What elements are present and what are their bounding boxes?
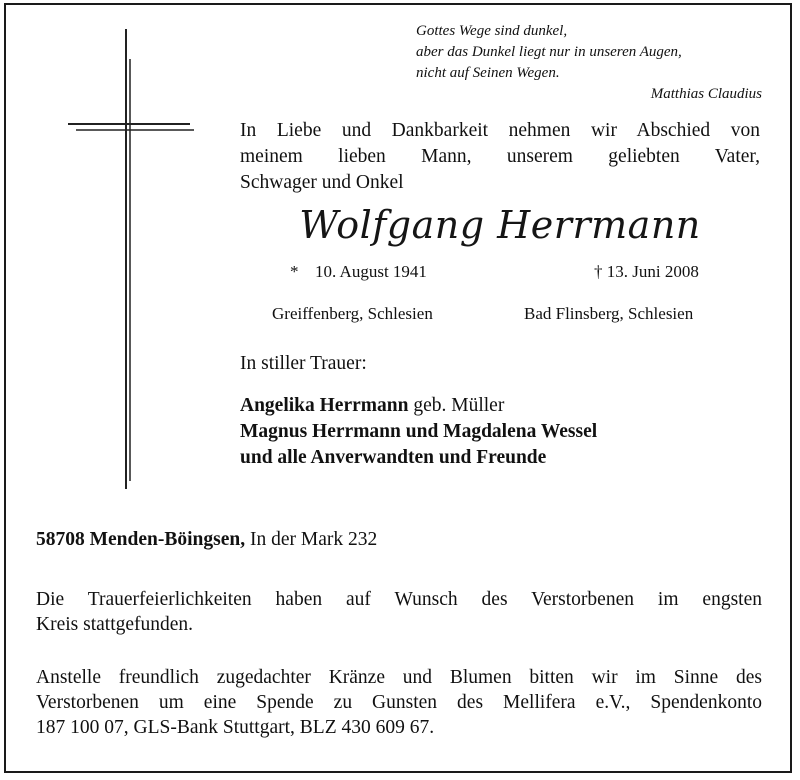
address-city: 58708 Menden-Böingsen,: [36, 529, 246, 550]
motto-line: Gottes Wege sind dunkel,: [416, 23, 568, 39]
death-symbol: †: [594, 262, 603, 281]
intro-line: Schwager und Onkel: [240, 172, 404, 193]
birth-date: 10. August 1941: [315, 262, 427, 281]
birth-date-line: [290, 261, 427, 283]
intro-line: In Liebe und Dankbarkeit nehmen wir Abschied von: [240, 120, 760, 141]
birth-place: Greiffenberg, Schlesien: [272, 304, 433, 323]
donation-notice-line: Verstorbenen um eine Spende zu Gunsten des Mellifera e.V., Spendenkonto: [36, 692, 762, 713]
motto-line: nicht auf Seinen Wegen.: [416, 65, 560, 81]
funeral-notice-line: Kreis stattgefunden.: [36, 614, 194, 635]
birth-symbol: *: [290, 262, 299, 281]
cross-icon: [66, 29, 196, 489]
mourner-line: [240, 445, 597, 471]
obituary-notice: [4, 3, 792, 773]
death-place: Bad Flinsberg, Schlesien: [524, 304, 694, 323]
mourner-maiden-name: geb. Müller: [408, 395, 505, 416]
mourning-heading: In stiller Trauer:: [240, 353, 367, 374]
mourner-others: und alle Anverwandten und Freunde: [240, 447, 547, 468]
address-street: In der Mark 232: [245, 529, 378, 550]
intro-line: meinem lieben Mann, unserem geliebten Vater,: [240, 146, 760, 167]
mourner-line: [240, 419, 597, 445]
motto-line: aber das Dunkel liegt nur in unseren Augen,: [416, 44, 682, 60]
motto-author: Matthias Claudius: [650, 86, 762, 102]
donation-notice-line: 187 100 07, GLS-Bank Stuttgart, BLZ 430 609 67.: [36, 717, 435, 738]
mourner-names: Magnus Herrmann und Magdalena Wessel: [240, 421, 598, 442]
mourners-list: [240, 393, 597, 471]
deceased-name: Wolfgang Herrmann: [299, 203, 701, 247]
mourner-name: Angelika Herrmann: [240, 395, 409, 416]
address-line: [36, 529, 377, 551]
donation-notice-line: Anstelle freundlich zugedachter Kränze und Blumen bitten wir im Sinne des: [36, 667, 762, 688]
death-date: 13. Juni 2008: [606, 262, 699, 281]
death-date-line: [594, 261, 699, 283]
donation-notice: [36, 665, 762, 740]
motto-quote: [416, 21, 762, 105]
intro-text: [240, 118, 760, 196]
funeral-notice: [36, 587, 762, 637]
funeral-notice-line: Die Trauerfeierlichkeiten haben auf Wunsch des Verstorbenen im engsten: [36, 589, 762, 610]
mourner-line: [240, 393, 597, 419]
